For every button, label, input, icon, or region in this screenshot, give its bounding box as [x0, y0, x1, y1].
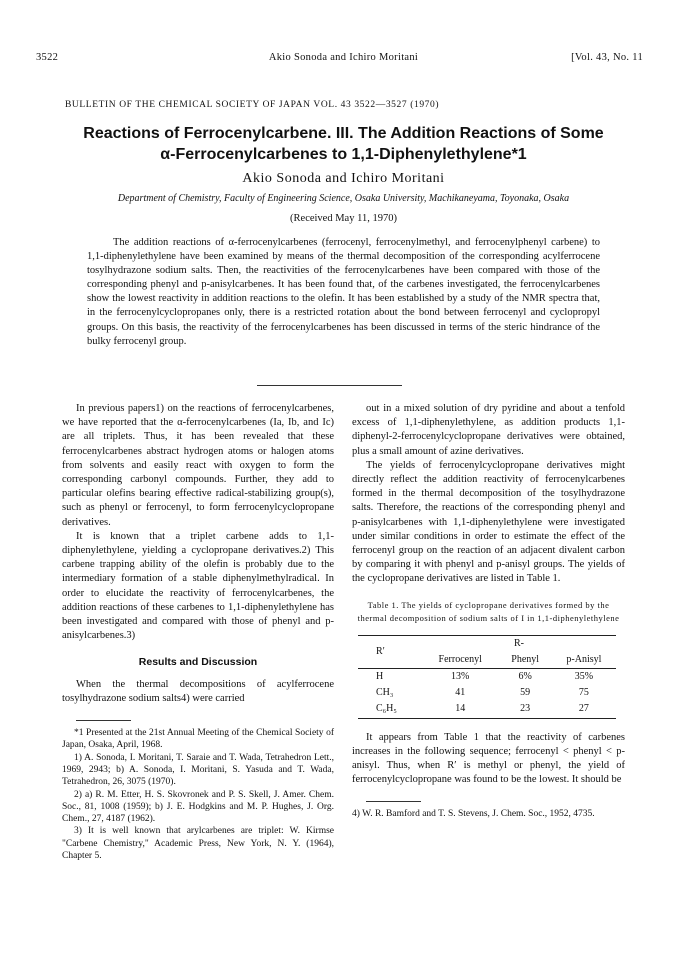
left-column [62, 402, 334, 862]
footnote: 3) It is well known that arylcarbenes are triplet: W. Kirmse "Carbene Chemistry," Academic Press, New York, N. Y. (1964), Chapter 5. [62, 826, 334, 862]
title-line-1: Reactions of Ferrocenylcarbene. III. The Addition Reactions of Some [83, 125, 604, 142]
table-cell: 13% [451, 671, 470, 683]
table-row [358, 701, 616, 718]
table-column-header: Ferrocenyl [438, 653, 482, 665]
volume-label: [Vol. 43, No. 11 [571, 52, 643, 63]
title-line-2: α-Ferrocenylcarbenes to 1,1-Diphenylethylene*1 [160, 146, 527, 163]
paragraph: When the thermal decompositions of acylferrocene tosylhydrazone sodium salts4) were carried [62, 678, 334, 704]
table-cell: C₆H₅ [376, 703, 397, 715]
yields-table [358, 635, 616, 719]
footnote-rule [366, 801, 421, 802]
footnotes [62, 727, 334, 862]
paragraph: It appears from Table 1 that the reactivity of carbenes increases in the following sequence; ferrocenyl < phenyl < p-anisyl. Thus, when R′ is methyl or phenyl, the yield of ferrocenylcyclopropane was found to be the lowest. It should be [352, 731, 625, 786]
affiliation: Department of Chemistry, Faculty of Engineering Science, Osaka University, Machikaneyama, Toyonaka, Osaka [117, 193, 570, 204]
journal-line: BULLETIN OF THE CHEMICAL SOCIETY OF JAPAN VOL. 43 3522—3527 (1970) [65, 100, 440, 110]
running-title: Akio Sonoda and Ichiro Moritani [268, 52, 419, 63]
page-number: 3522 [36, 52, 59, 63]
abstract: The addition reactions of α-ferrocenylcarbenes (ferrocenyl, ferrocenylmethyl, and ferrocenylphenyl carbene) to 1,1-diphenylethylene have been examined by means of the thermal decomposition of the corresponding acylferrocene tosylhydrazone sodium salts. Then, the reactivities of the ferrocenylcarbenes have been compared with those of the corresponding phenyl and p-anisylcarbenes. It has been found that, of the carbenes investigated, the ferrocenylcarbenes show the lowest reactivity in addition reactions to the olefin. It has been established by a study of the NMR spectra that, in the ferrocenylcyclopropanes only, there is a restricted rotation about the bond between ferrocenyl and cyclopropyl groups. On this basis, the reactivity of the ferrocenylcarbenes has been discussed in terms of the steric hindrance of the bulky ferrocenyl group. [87, 237, 600, 347]
table-row [358, 669, 616, 686]
paragraph: It is known that a triplet carbene adds to 1,1-diphenylethylene, yielding a cyclopropane derivatives.2) This carbene trapping ability of the olefin is probably due to the intermediary formation of a stable diphenylmethylradical. In order to elucidate the reactivity of ferrocenylcarbenes, the addition reactions of these carbenes to 1,1-diphenylethylene has been investigated and compared with those of phenyl and p-anisylcarbenes.3) [62, 530, 334, 642]
table-cell: 23 [520, 703, 531, 715]
footnote: 1) A. Sonoda, I. Moritani, T. Saraie and T. Wada, Tetrahedron Lett., 1969, 2943; b) A. Sonoda, I. Moritani, S. Yasuda and T. Wada, Tetrahedron, 26, 3075 (1970). [62, 752, 334, 788]
separator-rule [257, 385, 402, 386]
paragraph: The yields of ferrocenylcyclopropane derivatives might directly reflect the addition reactivity of ferrocenylcarbenes formed in the thermal decomposition of the tosylhydrazone salts. Therefore, the reactions of the corresponding phenyl and p-anisylcarbenes with 1,1-diphenylethylene were investigated under similar conditions in order to estimate the effect of the ferrocenyl group on the reaction of an adjacent divalent carbon by comparing it with phenyl and p-anisyl groups. The yields of the cyclopropane derivatives are listed in Table 1. [352, 459, 625, 585]
table-cell: 14 [455, 703, 466, 715]
table-cell: 27 [578, 703, 589, 715]
table-column-header: p-Anisyl [566, 653, 602, 665]
paragraph: In previous papers1) on the reactions of ferrocenylcarbenes, we have reported that the α-ferrocenylcarbenes (Ia, Ib, and Ic) are all triplets. Thus, it has been revealed that these ferrocenylcarbenes abstract hydrogen atoms or halogen atoms from solvents and easily react with oxygen to form the corresponding carbonyl compounds. Further, they add to particular olefins bearing effective radical-stabilizing group(s), such as phenyl or ferrocenyl, to form ferrocenylcyclopropane derivatives. [62, 403, 334, 528]
authors: Akio Sonoda and Ichiro Moritani [242, 171, 445, 186]
table-cell: 59 [520, 687, 531, 699]
table-column-header: Phenyl [511, 653, 540, 665]
right-column [352, 402, 625, 821]
table-row-header: R′ [376, 645, 385, 657]
table-cell: 41 [455, 687, 466, 699]
table-cell: CH₃ [376, 687, 394, 699]
footnote: 4) W. R. Bamford and T. S. Stevens, J. Chem. Soc., 1952, 4735. [352, 809, 595, 820]
footnote: *1 Presented at the 21st Annual Meeting of the Chemical Society of Japan, Osaka, April, 1968. [62, 728, 334, 751]
footnote-rule [76, 720, 131, 721]
table-caption: Table 1. The yields of cyclopropane derivatives formed by the thermal decomposition of sodium salts of I in 1,1-diphenylethylene [357, 599, 620, 623]
section-heading: Results and Discussion [138, 656, 258, 669]
received-date: (Received May 11, 1970) [290, 213, 397, 224]
footnote: 2) a) R. M. Etter, H. S. Skovronek and P. S. Skell, J. Amer. Chem. Soc., 81, 1008 (1959); b) J. E. Hodgkins and M. P. Hughes, J. Org. Chem., 27, 4187 (1962). [62, 789, 334, 825]
table-row [358, 685, 616, 701]
table-cell: 6% [518, 671, 532, 683]
table-cell: H [376, 671, 384, 683]
paragraph: out in a mixed solution of dry pyridine and about a tenfold excess of 1,1-diphenylethylene, as addition products 1,1-diphenyl-2-ferrocenylcyclopropane derivatives were obtained, plus a small amount of azine derivatives. [352, 403, 625, 457]
article-title [40, 123, 647, 165]
table-group-header: R- [513, 637, 524, 649]
table-cell: 35% [574, 671, 594, 683]
table-cell: 75 [578, 687, 589, 699]
